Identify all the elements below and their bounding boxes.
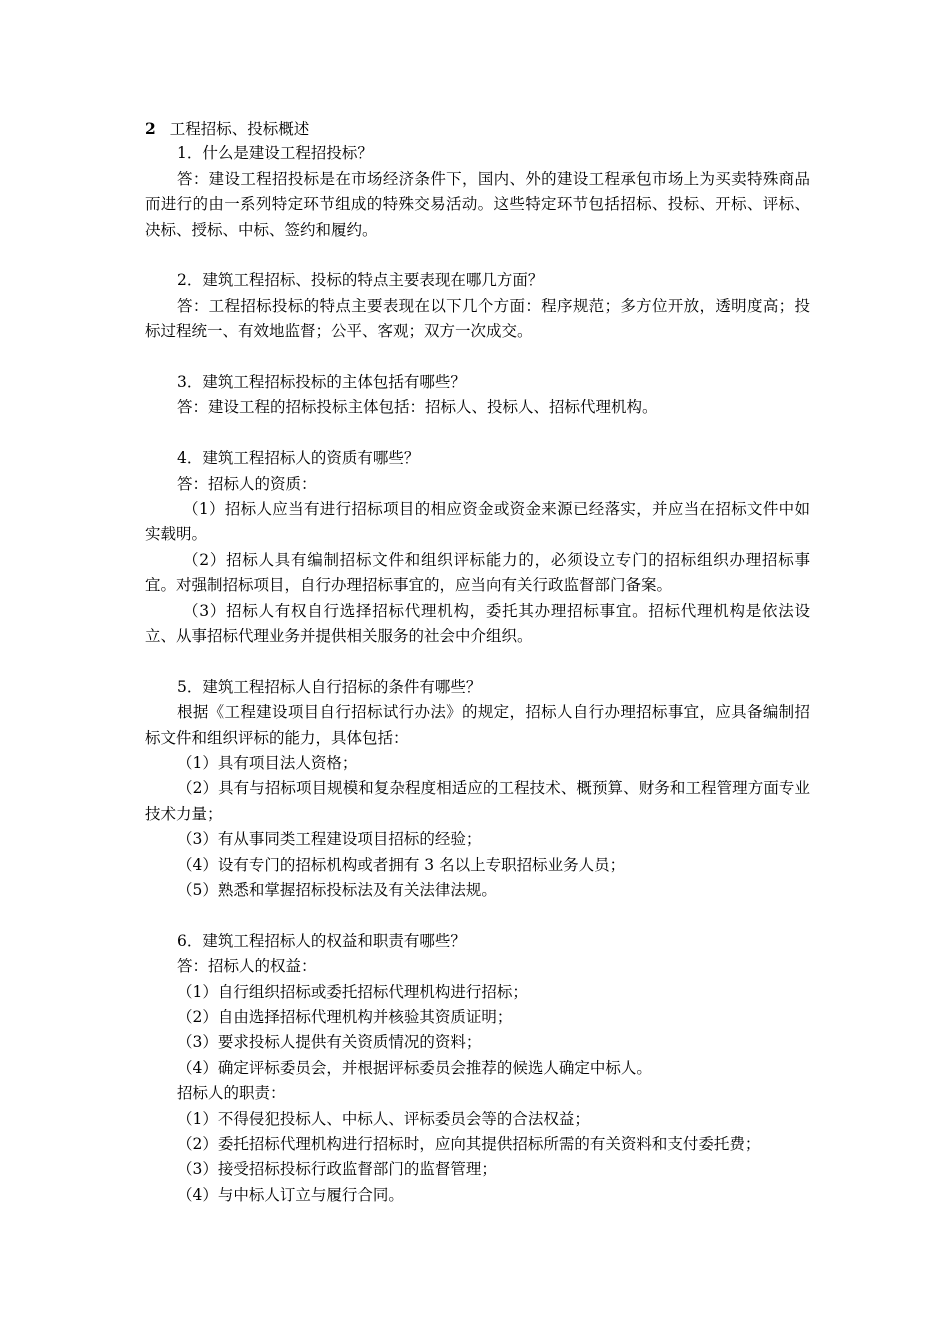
question-4: 4．建筑工程招标人的资质有哪些？ [177,449,420,468]
answer-6-lead: 答：招标人的权益： [177,957,317,976]
spacer [145,345,810,370]
answer-5-item-5: （5）熟悉和掌握招标投标法及有关法律法规。 [177,881,497,900]
answer-5-item-2: （2）具有与招标项目规模和复杂程度相适应的工程技术、概预算、财务和工程管理方面专业技术力量； [145,779,810,823]
answer-5-item-3: （3）有从事同类工程建设项目招标的经验； [177,830,482,849]
answer-5-item-4: （4）设有专门的招标机构或者拥有 3 名以上专职招标业务人员； [177,855,626,874]
section-number: 2 [145,119,156,138]
answer-6-right-4: （4）确定评标委员会，并根据评标委员会推荐的候选人确定中标人。 [177,1058,652,1077]
answer-6-duty-3: （3）接受招标投标行政监督部门的监督管理； [177,1160,497,1179]
answer-5-lead: 根据《工程建设项目自行招标试行办法》的规定，招标人自行办理招标事宜，应具备编制招标文件和组织评标的能力，具体包括： [145,703,810,747]
question-1: 1．什么是建设工程招投标？ [177,144,373,163]
question-6: 6．建筑工程招标人的权益和职责有哪些？ [177,931,466,950]
answer-6-duty-2: （2）委托招标代理机构进行招标时，应向其提供招标所需的有关资料和支付委托费； [177,1134,761,1153]
spacer [145,421,810,446]
spacer [145,903,810,928]
answer-2: 答：工程招标投标的特点主要表现在以下几个方面：程序规范；多方位开放，透明度高；投标过程统一、有效地监督；公平、客观；双方一次成交。 [145,296,810,341]
answer-6-right-3: （3）要求投标人提供有关资质情况的资料； [177,1033,482,1052]
question-3: 3．建筑工程招标投标的主体包括有哪些？ [177,372,466,391]
question-2: 2．建筑工程招标、投标的特点主要表现在哪几方面？ [177,271,544,290]
answer-4-item-1: （1）招标人应当有进行招标项目的相应资金或资金来源已经落实，并应当在招标文件中如实载明。 [145,499,810,544]
answer-6-lead-2: 招标人的职责： [177,1084,286,1103]
answer-1: 答：建设工程招投标是在市场经济条件下，国内、外的建设工程承包市场上为买卖特殊商品而进行的由一系列特定环节组成的特殊交易活动。这些特定环节包括招标、投标、开标、评标、决标、授标、中标、签约和履约。 [145,169,810,239]
answer-3: 答：建设工程的招标投标主体包括：招标人、投标人、招标代理机构。 [177,398,658,417]
spacer [145,649,810,674]
answer-4-lead: 答：招标人的资质： [177,474,317,493]
spacer [145,243,810,268]
answer-6-duty-1: （1）不得侵犯投标人、中标人、评标委员会等的合法权益； [177,1109,590,1128]
answer-4-item-2: （2）招标人具有编制招标文件和组织评标能力的，必须设立专门的招标组织办理招标事宜。对强制招标项目，自行办理招标事宜的，应当向有关行政监督部门备案。 [145,550,810,595]
document-body [145,116,810,1208]
section-title: 工程招标、投标概述 [169,120,310,138]
answer-5-item-1: （1）具有项目法人资格； [177,753,358,772]
answer-6-right-2: （2）自由选择招标代理机构并核验其资质证明； [177,1007,513,1026]
answer-6-right-1: （1）自行组织招标或委托招标代理机构进行招标； [177,982,528,1001]
section-heading [145,116,810,141]
answer-4-item-3: （3）招标人有权自行选择招标代理机构，委托其办理招标事宜。招标代理机构是依法设立、从事招标代理业务并提供相关服务的社会中介组织。 [145,601,810,645]
question-5: 5．建筑工程招标人自行招标的条件有哪些？ [177,677,482,696]
answer-6-duty-4: （4）与中标人订立与履行合同。 [177,1185,404,1204]
